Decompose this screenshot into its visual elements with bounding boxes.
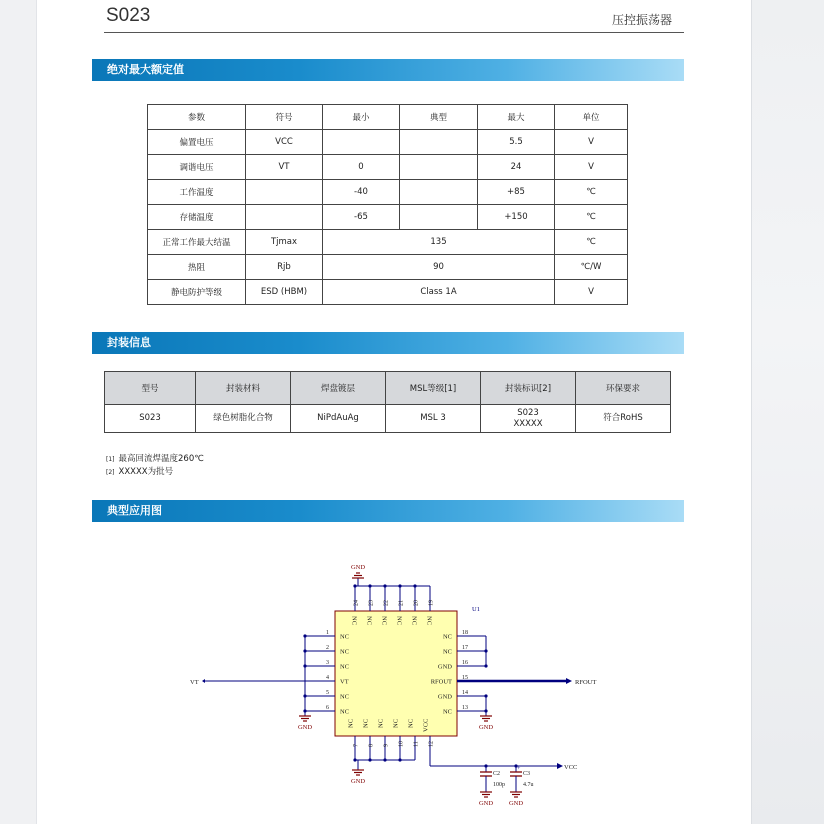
vcc-port-arrow [557,763,563,769]
pin-name: NC [340,648,350,656]
gnd-label: GND [478,800,494,807]
table-cell: ℃ [555,230,628,255]
vt-port-arrow [202,679,205,683]
section-header-package: 封装信息 [92,332,684,354]
pin-number: 13 [462,705,468,711]
marking-line-1: S023 [517,407,539,418]
table-cell: 符合RoHS [576,405,671,433]
junction-dot [303,694,306,697]
footnote-mark: [1] [106,456,115,463]
junction-dot [383,584,386,587]
table-cell: 热阻 [148,255,246,280]
table-cell: 135 [323,230,555,255]
marking-line-2: XXXXX [513,418,543,429]
table-cell: Rjb [246,255,323,280]
table-cell: NiPdAuAg [291,405,386,433]
pin-number: 24 [353,600,360,606]
table-cell: Class 1A [323,280,555,305]
rfout-port-arrow [566,678,572,684]
page-subtitle: 压控振荡器 [612,13,673,27]
table-header-cell: 型号 [105,372,196,405]
footnote-text: XXXXX为批号 [118,467,174,477]
c3-reference: C3 [523,771,531,777]
junction-dot [353,584,356,587]
junction-dot [413,584,416,587]
table-cell: ESD (HBM) [246,280,323,305]
junction-dot [484,664,487,667]
table-header-cell: 最小 [323,105,400,130]
pin-name: NC [340,663,350,671]
table-cell: V [555,130,628,155]
pin-number: 9 [383,744,390,747]
junction-dot [398,584,401,587]
table-cell: -65 [323,205,400,230]
table-header-cell: 封装标识[2] [481,372,576,405]
table-header-cell: 最大 [478,105,555,130]
vcc-net-label: VCC [564,764,578,771]
junction-dot [383,758,386,761]
pin-number: 18 [462,630,468,636]
pin-number: 3 [326,660,329,666]
table-header-cell: 参数 [148,105,246,130]
table-cell: 工作温度 [148,180,246,205]
pin-name: NC [377,718,385,728]
pin-name: NC [442,633,452,641]
pin-number: 15 [462,675,468,681]
table-cell: S023 [105,405,196,433]
table-cell: ℃ [555,205,628,230]
junction-dot [398,758,401,761]
pin-number: 12 [428,741,435,747]
gnd-label: GND [297,724,313,731]
pin-name: NC [380,616,388,626]
pin-number: 2 [326,645,329,651]
pin-number: 8 [368,744,375,747]
pin-name: GND [437,693,452,701]
c2-value: 100p [493,782,505,788]
pin-name: GND [437,663,452,671]
junction-dot [353,758,356,761]
pin-name: NC [395,616,403,626]
pin-name: NC [350,616,358,626]
section-header-abs-max: 绝对最大额定值 [92,59,684,81]
pin-name: NC [347,718,355,728]
table-cell: +85 [478,180,555,205]
table-cell: 存储温度 [148,205,246,230]
pin-number: 23 [368,600,375,606]
table-cell: 正常工作最大结温 [148,230,246,255]
table-header-cell: 环保要求 [576,372,671,405]
junction-dot [484,649,487,652]
pin-name: NC [425,616,433,626]
pin-name: VT [340,678,349,686]
pin-number: 19 [428,600,435,606]
table-cell: 5.5 [478,130,555,155]
table-cell: V [555,280,628,305]
junction-dot [303,634,306,637]
table-cell: ℃ [555,180,628,205]
pin-name: NC [442,708,452,716]
pin-name: RFOUT [430,678,452,686]
pin-name: NC [407,718,415,728]
table-header-cell: 焊盘镀层 [291,372,386,405]
table-cell: -40 [323,180,400,205]
table-cell: V [555,155,628,180]
pin-number: 14 [462,690,468,696]
table-cell: VCC [246,130,323,155]
table-cell: Tjmax [246,230,323,255]
schematic-group [190,564,596,807]
table-cell: VT [246,155,323,180]
table-cell: +150 [478,205,555,230]
table-header-cell: 典型 [400,105,478,130]
c3-polarity-mark: + [517,766,521,772]
pin-name: NC [365,616,373,626]
ic-reference: U1 [472,606,480,613]
table-header-cell: MSL等级[1] [386,372,481,405]
table-cell: ℃/W [555,255,628,280]
footnote-text: 最高回流焊温度260℃ [118,454,204,464]
table-cell: 绿色树脂化合物 [196,405,291,433]
table-header-cell: 单位 [555,105,628,130]
vt-net-label: VT [190,679,199,686]
pin-number: 4 [326,675,329,681]
junction-dot [303,664,306,667]
table-cell: 0 [323,155,400,180]
junction-dot [484,694,487,697]
pin-name: NC [442,648,452,656]
gnd-label: GND [350,778,366,785]
pin-number: 7 [353,744,360,747]
pin-number: 16 [462,660,468,666]
pin-name: NC [410,616,418,626]
junction-dot [484,709,487,712]
table-cell: 静电防护等级 [148,280,246,305]
pin-number: 11 [413,741,420,747]
junction-dot [368,584,371,587]
c2-reference: C2 [493,771,501,777]
table-header-cell: 封装材料 [196,372,291,405]
c3-value: 4.7u [523,782,534,788]
junction-dot [368,758,371,761]
table-cell: 24 [478,155,555,180]
table-cell: MSL 3 [386,405,481,433]
pin-name: NC [362,718,370,728]
table-cell: 90 [323,255,555,280]
page-title: S023 [106,5,151,26]
table-cell: 偏置电压 [148,130,246,155]
table-header-cell: 符号 [246,105,323,130]
pin-name: NC [392,718,400,728]
pin-number: 22 [383,600,390,606]
rfout-net-label: RFOUT [575,679,597,686]
pin-name: NC [340,708,350,716]
gnd-label: GND [478,724,494,731]
pin-name: NC [340,633,350,641]
gnd-label: GND [350,564,366,571]
pin-number: 10 [398,741,405,747]
ic-body [335,611,457,736]
table-cell: 调谐电压 [148,155,246,180]
pin-number: 5 [326,690,329,696]
pin-number: 6 [326,705,329,711]
pin-name: VCC [422,718,430,732]
section-header-typical-app: 典型应用图 [92,500,684,522]
gnd-label: GND [508,800,524,807]
junction-dot [303,709,306,712]
pin-number: 21 [398,600,405,606]
footnote-mark: [2] [106,469,115,476]
pin-number: 20 [413,600,420,606]
pin-number: 17 [462,645,468,651]
junction-dot [303,649,306,652]
pin-name: NC [340,693,350,701]
pin-number: 1 [326,630,329,636]
